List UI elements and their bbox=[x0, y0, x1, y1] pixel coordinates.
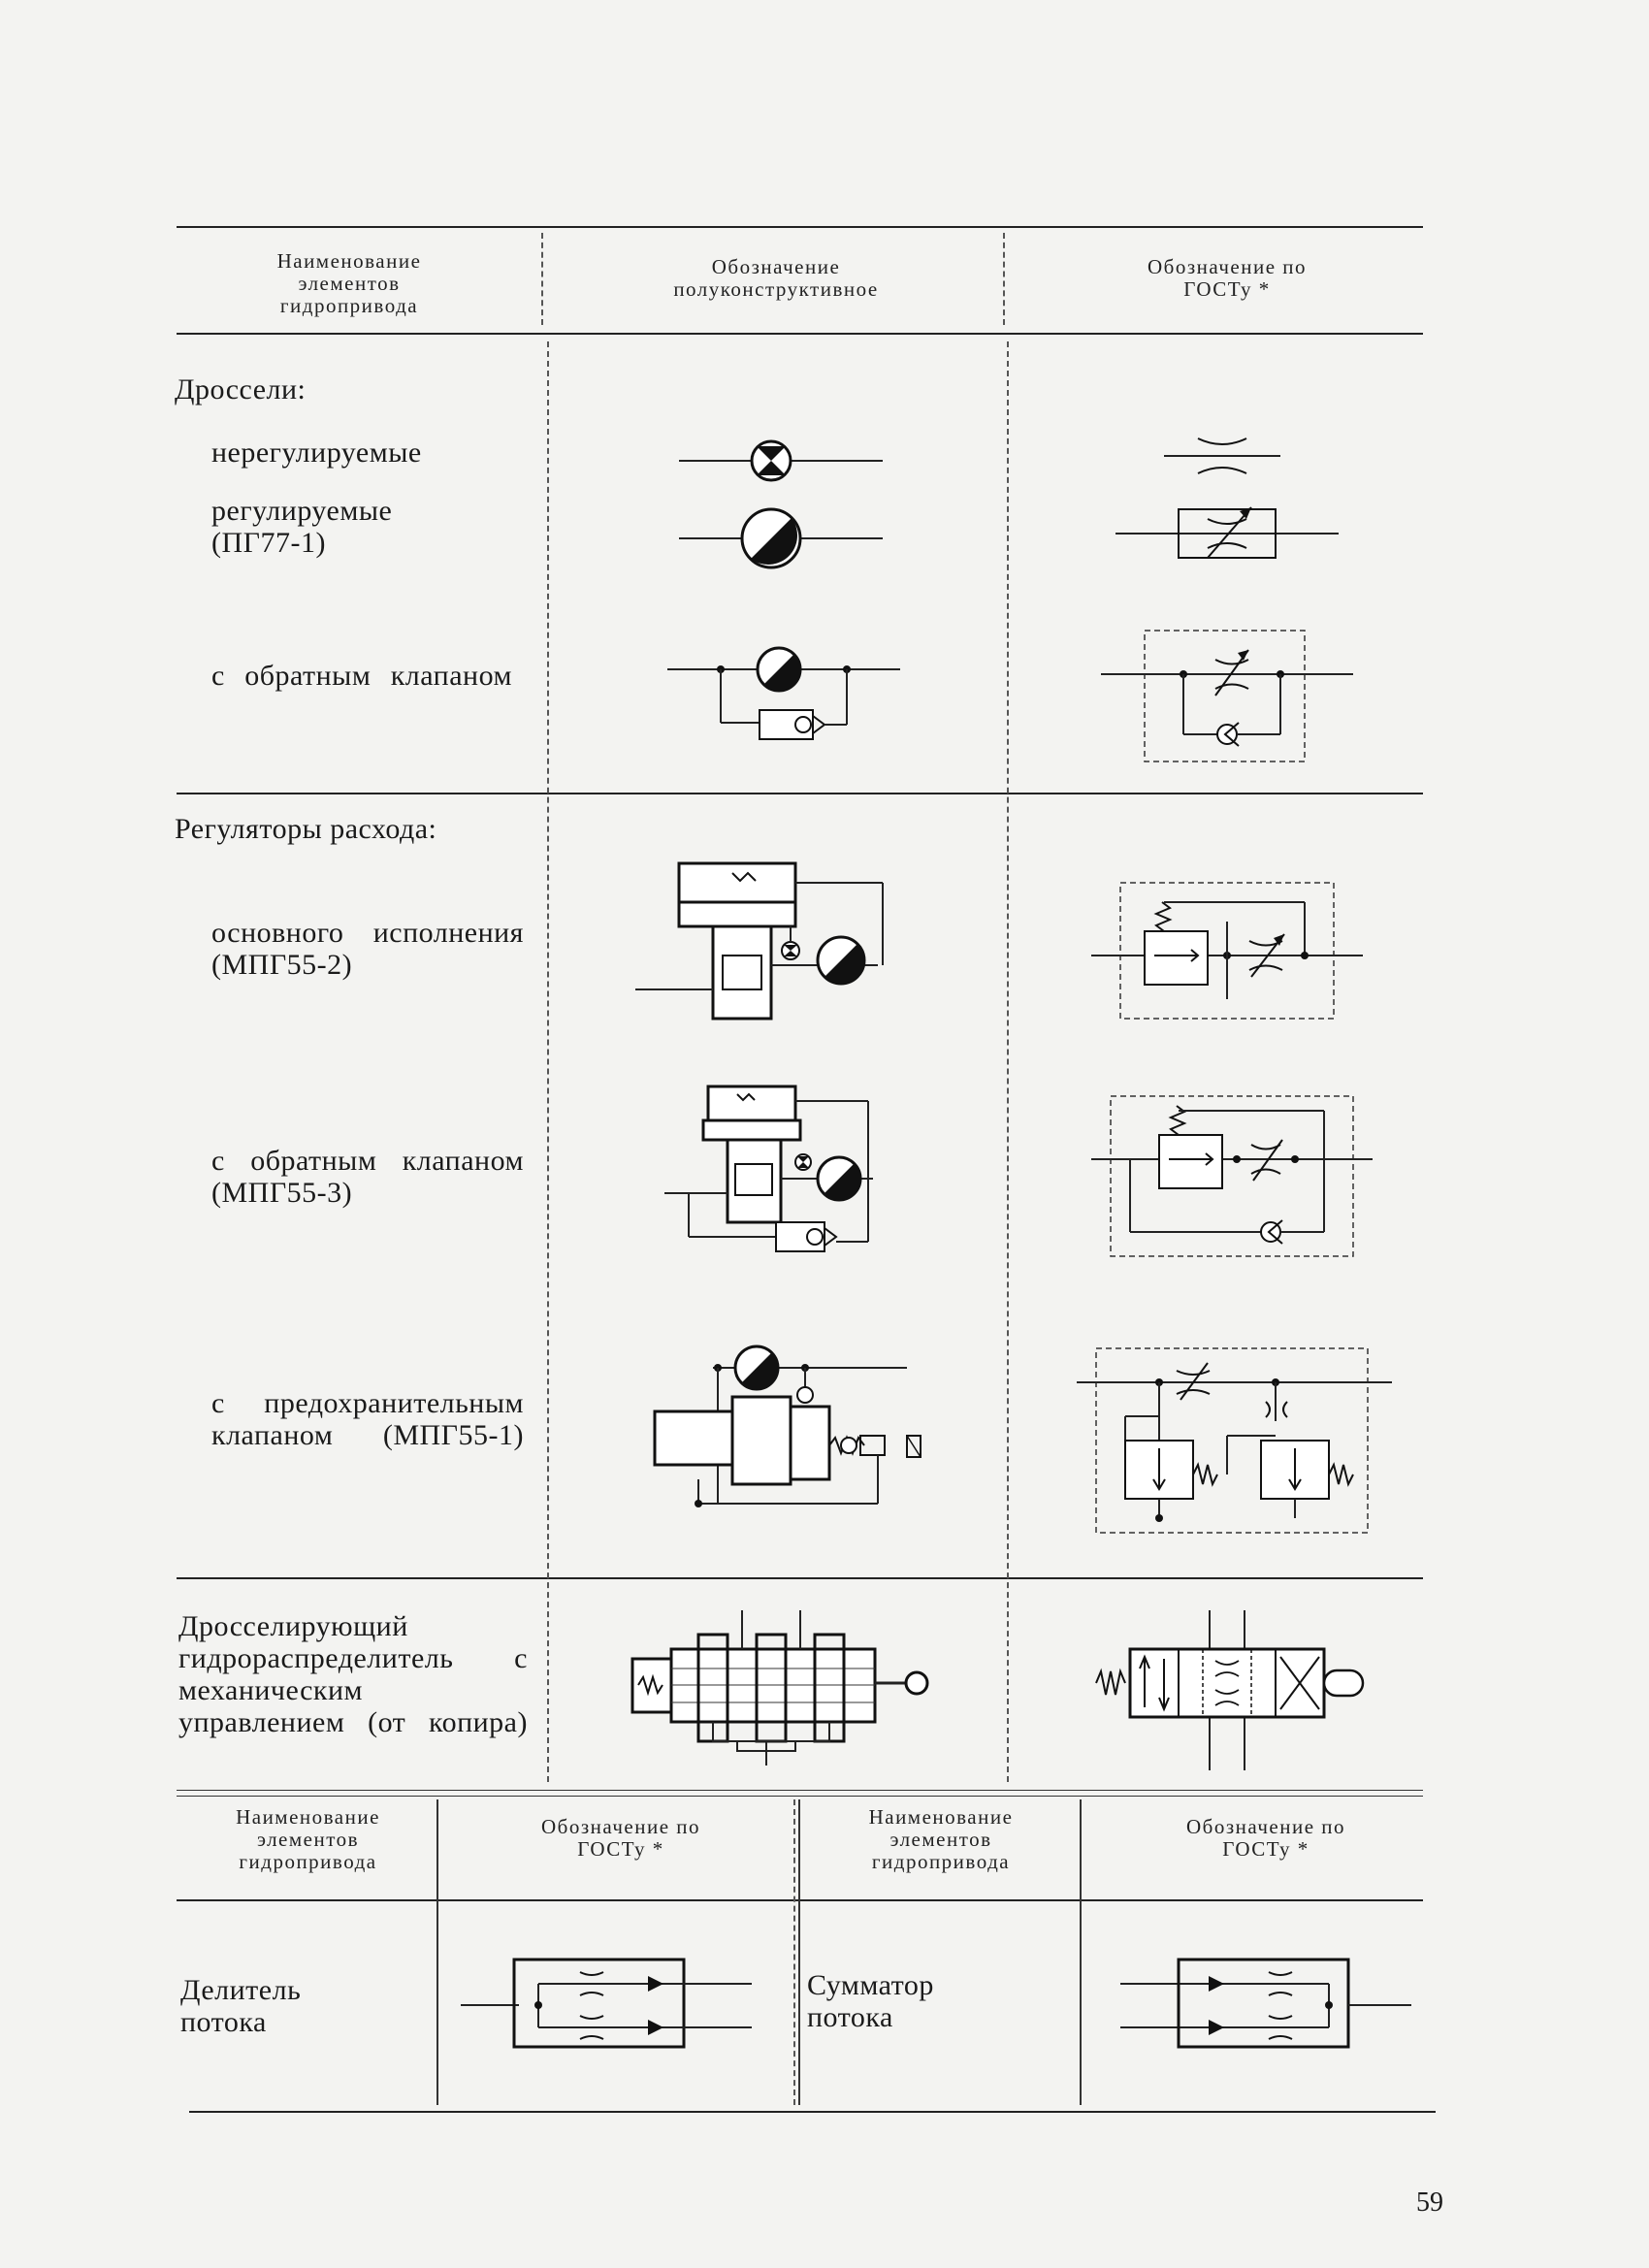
adjustable-throttle-symbol bbox=[669, 500, 892, 577]
row-label-flow-regulator-relief: с предохранительным клапаном (МПГ55-1) bbox=[211, 1387, 524, 1451]
flow-regulator-basic-gost-symbol bbox=[1086, 878, 1368, 1023]
flow-regulator-check-symbol bbox=[660, 1077, 912, 1271]
page-number: 59 bbox=[1416, 2187, 1443, 2218]
adjustable-throttle-gost-symbol bbox=[1111, 500, 1343, 567]
row-label-flow-combiner: Сумматор потока bbox=[807, 1969, 934, 2033]
row-label-flow-regulator-basic: основного исполнения (МПГ55-2) bbox=[211, 917, 524, 981]
flow-combiner-gost-symbol bbox=[1116, 1955, 1416, 2052]
row-label-adjustable-throttle: регулируемые (ПГ77-1) bbox=[211, 495, 393, 559]
row-label-throttle-check: с обратным клапаном bbox=[211, 660, 512, 692]
table2-header-right-name: Наименование элементов гидропривода bbox=[868, 1805, 1014, 1873]
flow-regulator-basic-symbol bbox=[635, 854, 917, 1028]
table1-header-name: Наименование элементов гидропривода bbox=[276, 249, 422, 317]
throttling-distributor-gost-symbol bbox=[1091, 1610, 1377, 1766]
section-title-throttles: Дроссели: bbox=[175, 373, 307, 405]
flow-regulator-check-gost-symbol bbox=[1086, 1091, 1377, 1261]
flow-regulator-relief-gost-symbol bbox=[1072, 1344, 1397, 1538]
flow-regulator-relief-symbol bbox=[645, 1339, 936, 1533]
row-label-throttling-distributor: Дросселирующий гидрораспределитель с механическим управлением (от копира) bbox=[178, 1610, 528, 1738]
fixed-throttle-symbol bbox=[669, 427, 892, 485]
row-label-fixed-throttle: нерегулируемые bbox=[211, 437, 422, 469]
flow-divider-gost-symbol bbox=[456, 1955, 757, 2052]
fixed-throttle-gost-symbol bbox=[1159, 427, 1285, 485]
section-title-flow-regulators: Регуляторы расхода: bbox=[175, 813, 437, 845]
table1-header-semi: Обозначение полуконструктивное bbox=[673, 255, 879, 301]
table2-header-left-gost: Обозначение по ГОСТу * bbox=[540, 1815, 701, 1861]
table2-header-right-gost: Обозначение по ГОСТу * bbox=[1185, 1815, 1346, 1861]
table2-header-left-name: Наименование элементов гидропривода bbox=[236, 1805, 380, 1873]
table1-header-gost: Обозначение по ГОСТу * bbox=[1147, 255, 1308, 301]
throttling-distributor-symbol bbox=[621, 1605, 941, 1770]
row-label-flow-regulator-check: с обратным клапаном (МПГ55-3) bbox=[211, 1145, 524, 1209]
throttle-check-valve-symbol bbox=[667, 640, 900, 757]
row-label-flow-divider: Делитель потока bbox=[180, 1974, 302, 2038]
throttle-check-valve-gost-symbol bbox=[1101, 626, 1353, 766]
